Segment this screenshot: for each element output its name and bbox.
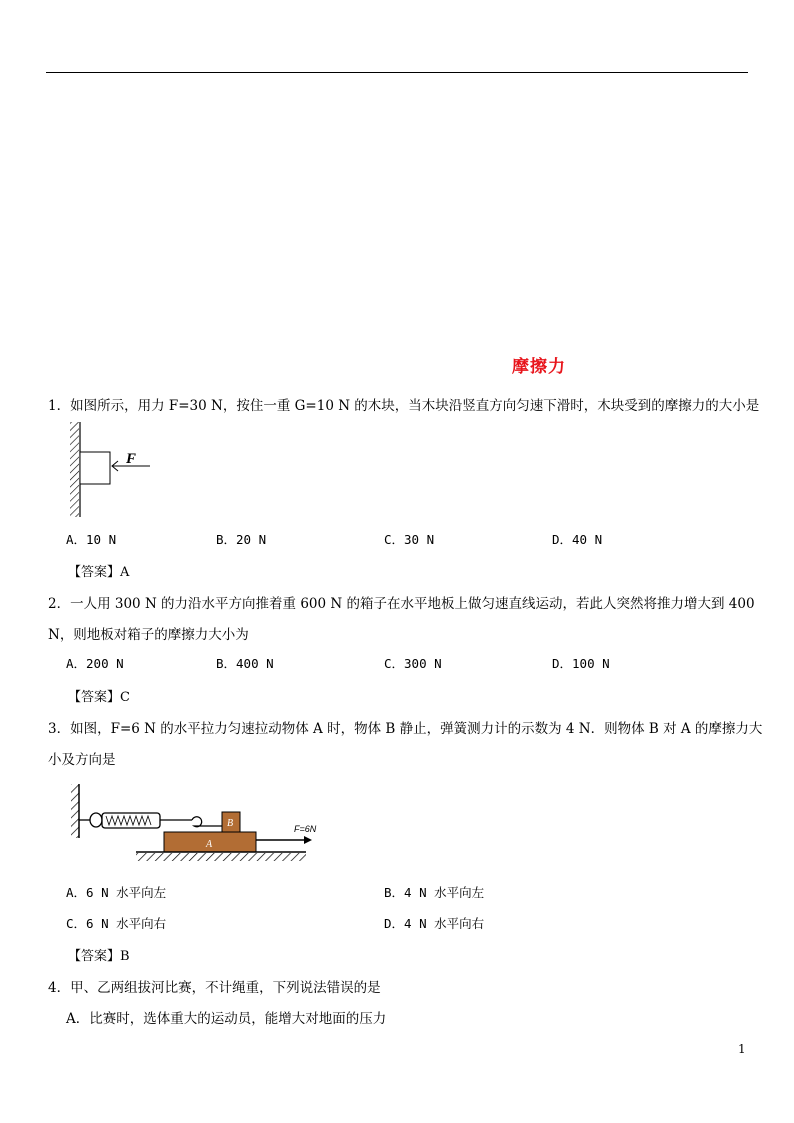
q3-option-b: B．4 N 水平向左 <box>384 885 485 900</box>
q3-option-c: C．6 N 水平向右 <box>66 916 167 931</box>
question-3-text-line1: 3．如图，F=6 N 的水平拉力匀速拉动物体 A 时，物体 B 静止，弹簧测力计的示数为 4 N．则物体 B 对 A 的摩擦力大 <box>48 721 763 737</box>
q2-option-c: C．300 N <box>384 656 442 671</box>
question-3-figure <box>66 780 326 866</box>
question-2-text-line1: 2．一人用 300 N 的力沿水平方向推着重 600 N 的箱子在水平地板上做匀速直线运动，若此人突然将推力增大到 400 <box>48 596 755 612</box>
q1-option-a: A．10 N <box>66 532 117 547</box>
q4-option-a: A．比赛时，选体重大的运动员，能增大对地面的压力 <box>66 1011 387 1027</box>
q1-option-d: D．40 N <box>552 532 603 547</box>
force-label: F=6N <box>294 824 317 834</box>
header-rule <box>46 72 748 73</box>
block-b-label: B <box>227 818 234 829</box>
question-2-text-line2: N，则地板对箱子的摩擦力大小为 <box>48 627 249 643</box>
q1-option-c: C．30 N <box>384 532 435 547</box>
q2-option-a: A．200 N <box>66 656 124 671</box>
page-title: 摩擦力 <box>512 357 566 377</box>
question-1-figure <box>66 420 156 520</box>
q2-option-b: B．400 N <box>216 656 274 671</box>
question-3-text-line2: 小及方向是 <box>48 752 116 768</box>
wood-block <box>80 452 110 484</box>
q3-option-a: A．6 N 水平向左 <box>66 885 167 900</box>
question-1-text: 1．如图所示，用力 F=30 N，按住一重 G=10 N 的木块，当木块沿竖直方向匀速下滑时，木块受到的摩擦力的大小是 <box>48 398 760 414</box>
q3-answer: 【答案】B <box>68 949 130 964</box>
question-4-text: 4．甲、乙两组拔河比赛，不计绳重，下列说法错误的是 <box>48 980 381 996</box>
force-label: F <box>126 451 137 467</box>
q2-answer: 【答案】C <box>68 690 130 705</box>
block-a-label: A <box>206 839 213 850</box>
ground <box>136 853 306 861</box>
q1-option-b: B．20 N <box>216 532 267 547</box>
wall <box>71 784 79 838</box>
q3-option-d: D．4 N 水平向右 <box>384 916 485 931</box>
q2-option-d: D．100 N <box>552 656 610 671</box>
q1-answer: 【答案】A <box>68 565 130 580</box>
spring-scale <box>79 813 222 828</box>
page-number: 1 <box>738 1042 746 1056</box>
wall <box>70 422 79 517</box>
